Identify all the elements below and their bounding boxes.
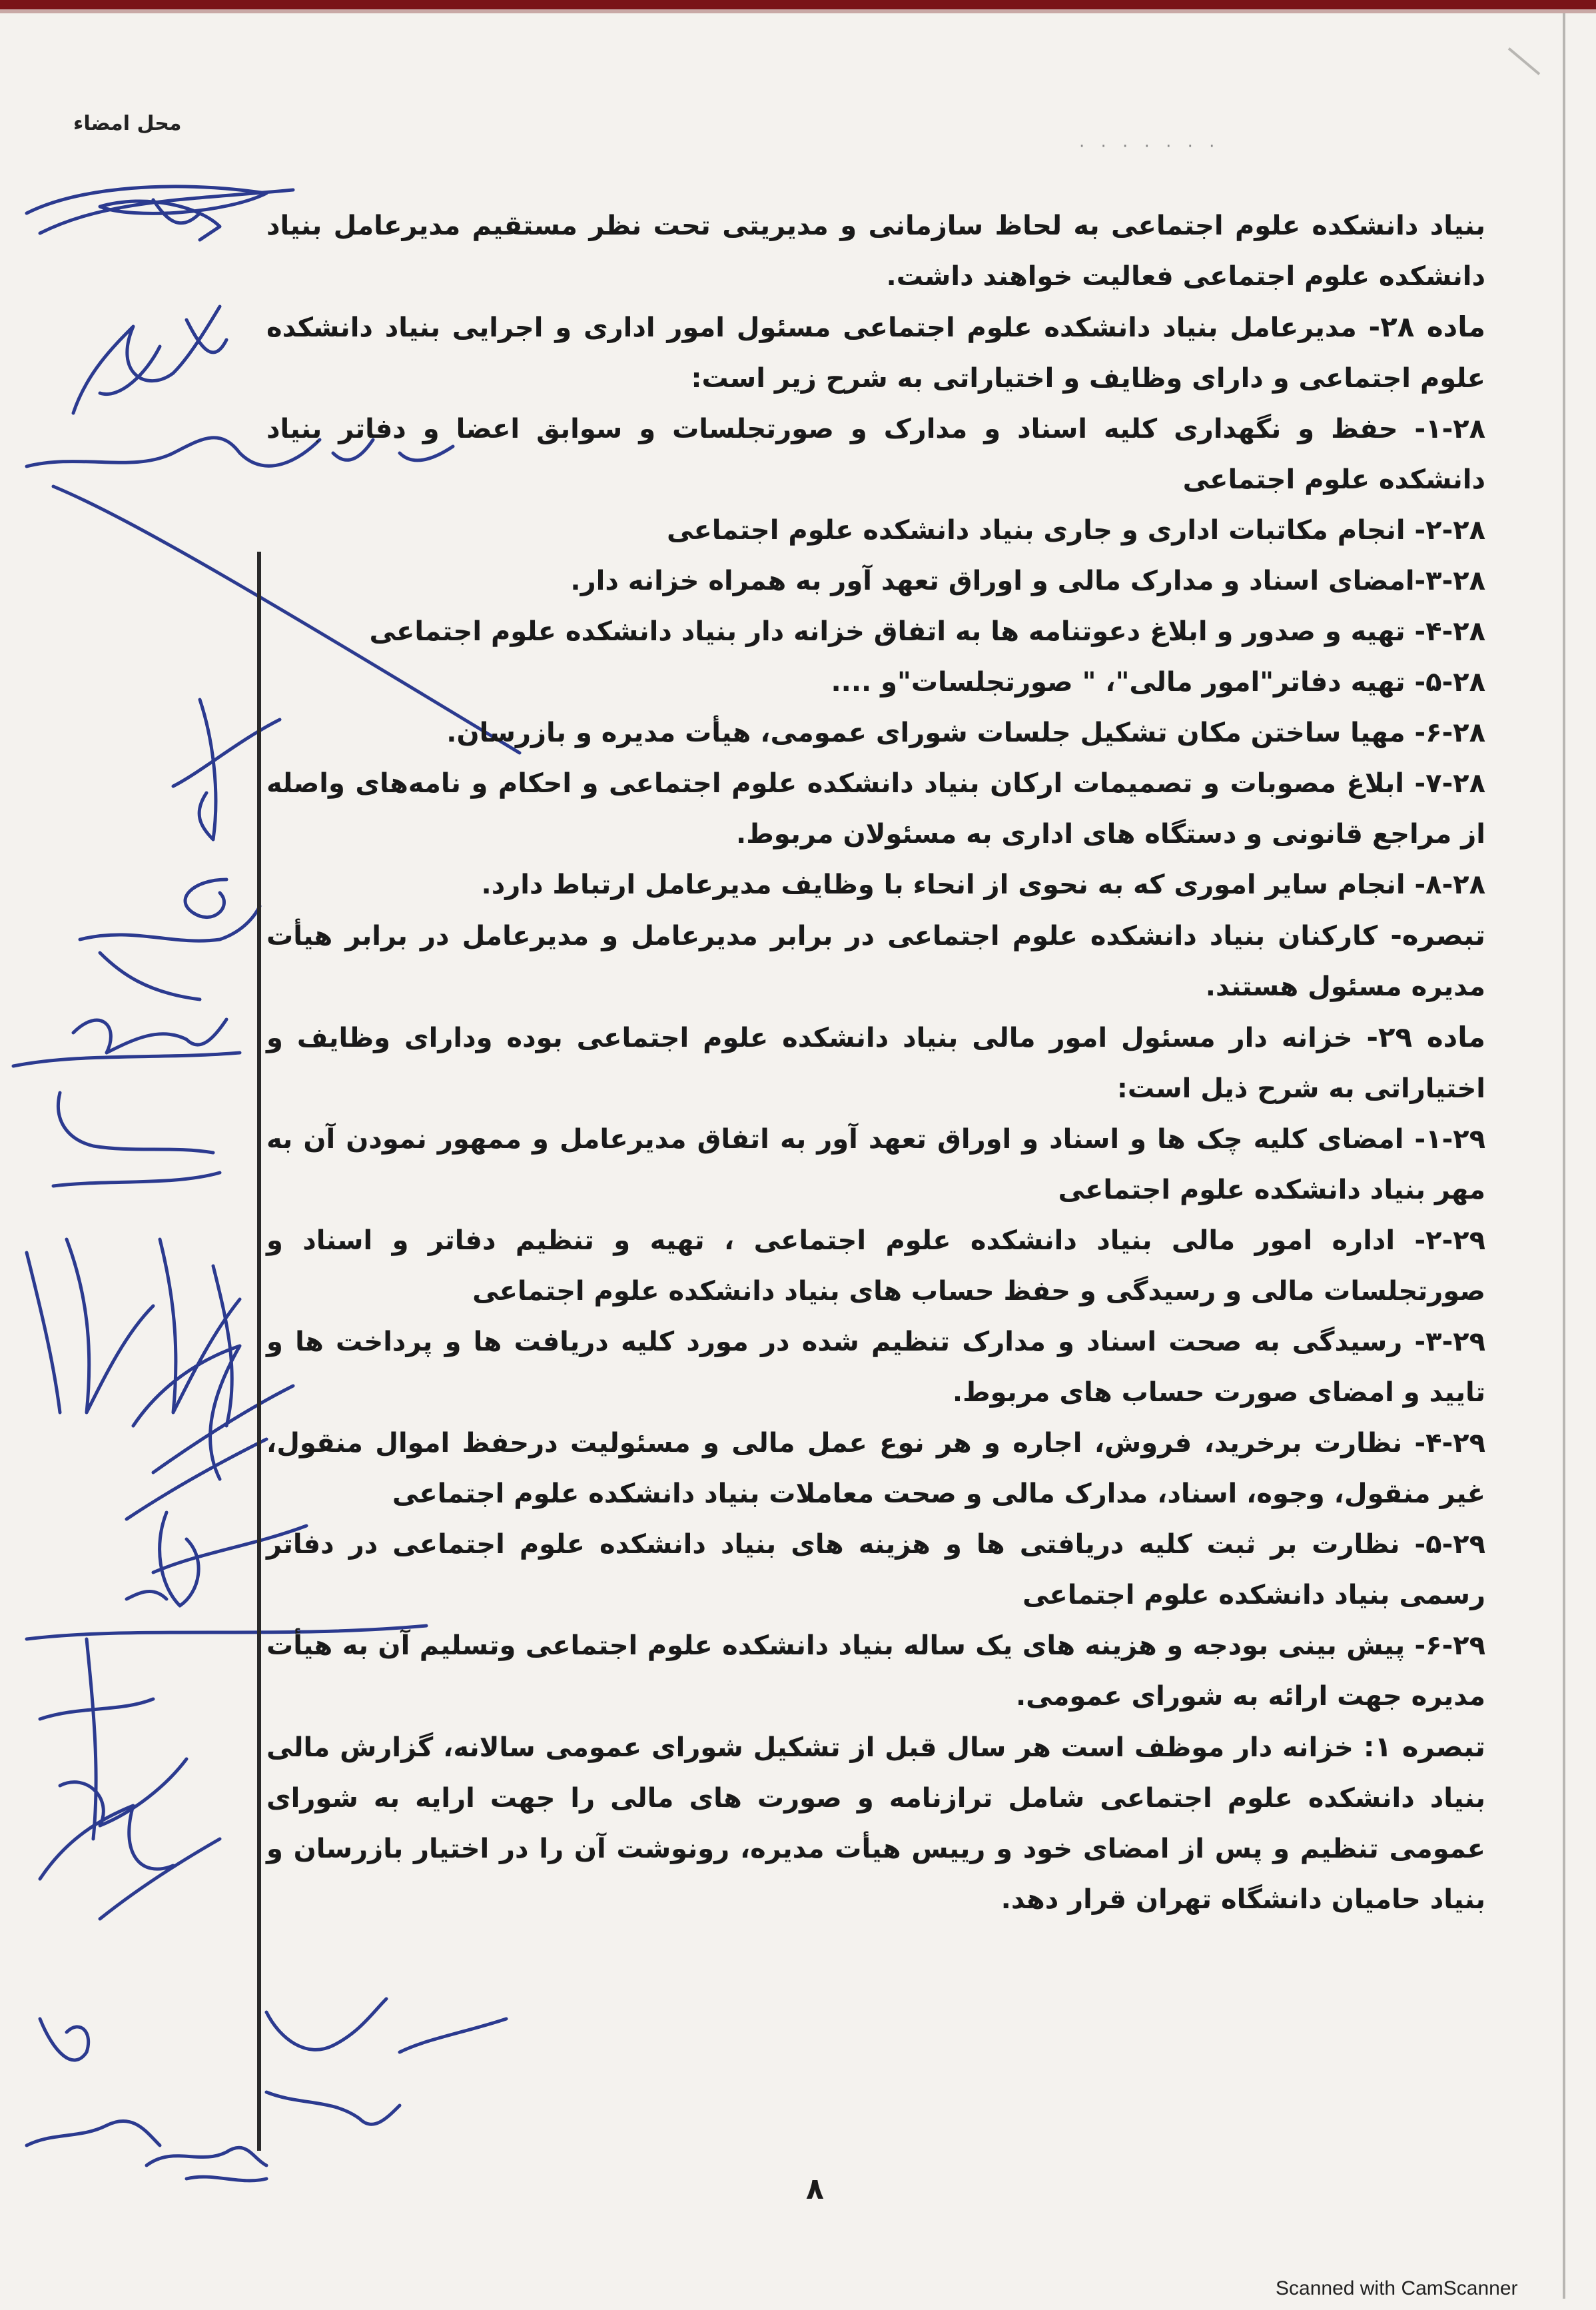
signature-13	[27, 2092, 400, 2181]
signature-7	[27, 1239, 240, 1426]
clause-28-5: ۵-۲۸- تهیه دفاتر"امور مالی"، " صورتجلسات"و ....	[831, 667, 1485, 698]
clause-29-1: ۱-۲۹- امضای کلیه چک ها و اسناد و اوراق تعهد آور به اتفاق مدیرعامل و ممهور نمودن آن به مهر بنیاد دانشکده علوم اجتماعی	[266, 1124, 1485, 1205]
clause-29-4: ۴-۲۹- نظارت برخرید، فروش، اجاره و هر نوع عمل مالی و مسئولیت درحفظ اموال منقول، غیر منقول، وجوه، اسناد، مدارک مالی و صحت معاملات بنیاد دانشکده علوم اجتماعی	[266, 1428, 1485, 1509]
clause-28-8: ۸-۲۸- انجام سایر اموری که به نحوی از انحاء با وظایف مدیرعامل ارتباط دارد.	[481, 869, 1485, 900]
clause-28-4: ۴-۲۸- تهیه و صدور و ابلاغ دعوتنامه ها به اتفاق خزانه دار بنیاد دانشکده علوم اجتماعی	[369, 616, 1485, 647]
note-28: تبصره- کارکنان بنیاد دانشکده علوم اجتماعی در برابر مدیرعامل و مدیرعامل در برابر هیأت مدیره مسئول هستند.	[266, 919, 1485, 1002]
top-border	[0, 0, 1596, 9]
top-border-shadow	[0, 9, 1596, 13]
article-28-heading: ماده ۲۸-	[1368, 310, 1486, 343]
article-29-heading: ماده ۲۹-	[1366, 1021, 1485, 1053]
signature-margin-line	[257, 552, 261, 2151]
signature-1	[27, 187, 293, 240]
signature-4	[173, 700, 280, 840]
signature-2	[73, 306, 226, 413]
page-number: ۸	[806, 2172, 824, 2206]
signature-area-label: محل امضاء	[73, 112, 182, 135]
signature-5	[80, 879, 260, 999]
note-28-heading: تبصره-	[1390, 919, 1485, 951]
header-dots: · · · · · · ·	[1079, 137, 1220, 157]
note-29-1: تبصره ۱: خزانه دار موظف است هر سال قبل از تشکیل شورای عمومی سالانه، گزارش مالی بنیاد دانشکده علوم اجتماعی شامل ترازنامه و صورت های مالی را جهت ارایه به شورای عمومی تنظیم و پس از امضای خود و رییس هیأت مدیره، رونوشت آن را در اختیار بازرسان و بنیاد حامیان دانشگاه تهران قرار دهد.	[266, 1730, 1486, 1915]
clause-28-7: ۷-۲۸- ابلاغ مصوبات و تصمیمات ارکان بنیاد دانشکده علوم اجتماعی و احکام و نامه‌های واصله از مراجع قانونی و دستگاه های اداری به مسئولان مربوط.	[266, 768, 1485, 850]
scanner-watermark: Scanned with CamScanner	[1276, 2277, 1518, 2299]
signature-12	[40, 1999, 506, 2060]
article-29: ماده ۲۹- خزانه دار مسئول امور مالی بنیاد دانشکده علوم اجتماعی بوده ودارای وظایف و اختیاراتی به شرح ذیل است:	[266, 1021, 1485, 1104]
clause-29-6: ۶-۲۹- پیش بینی بودجه و هزینه های یک ساله بنیاد دانشکده علوم اجتماعی وتسلیم آن به هیأت مدیره جهت ارائه به شورای عمومی.	[266, 1630, 1485, 1712]
clause-28-2: ۲-۲۸- انجام مکاتبات اداری و جاری بنیاد دانشکده علوم اجتماعی	[666, 515, 1485, 546]
clause-28-3: ۳-۲۸-امضای اسناد و مدارک مالی و اوراق تعهد آور به همراه خزانه دار.	[570, 566, 1485, 596]
paragraph-intro: بنیاد دانشکده علوم اجتماعی به لحاظ سازمانی و مدیریتی تحت نظر مستقیم مدیرعامل بنیاد دانشکده علوم اجتماعی فعالیت خواهند داشت.	[266, 211, 1485, 292]
signature-6	[13, 1019, 240, 1186]
clause-28-1: ۱-۲۸- حفظ و نگهداری کلیه اسناد و مدارک و صورتجلسات و سوابق اعضا و دفاتر بنیاد دانشکده علوم اجتماعی	[266, 414, 1485, 495]
clause-29-3: ۳-۲۹- رسیدگی به صحت اسناد و مدارک تنظیم شده در مورد کلیه دریافت ها و پرداخت ها و تایید و امضای صورت حساب های مربوط.	[266, 1327, 1485, 1408]
note-29-1-heading: تبصره ۱:	[1363, 1730, 1486, 1763]
clause-29-5: ۵-۲۹- نظارت بر ثبت کلیه دریافتی ها و هزینه های بنیاد دانشکده علوم اجتماعی در دفاتر رسمی بنیاد دانشکده علوم اجتماعی	[266, 1529, 1485, 1610]
signature-11	[40, 1759, 220, 1919]
article-28: ماده ۲۸- مدیرعامل بنیاد دانشکده علوم اجتماعی مسئول امور اداری و اجرایی بنیاد دانشکده علوم اجتماعی و دارای وظایف و اختیاراتی به شرح زیر است:	[266, 310, 1486, 394]
clause-28-6: ۶-۲۸- مهیا ساختن مکان تشکیل جلسات شورای عمومی، هیأت مدیره و بازرسان.	[446, 718, 1485, 748]
page-corner-fold	[1508, 47, 1541, 75]
clause-29-2: ۲-۲۹- اداره امور مالی بنیاد دانشکده علوم اجتماعی ، تهیه و تنظیم دفاتر و اسناد و صورتجلسات مالی و رسیدگی و حفظ حساب های بنیاد دانشکده علوم اجتماعی	[266, 1225, 1485, 1307]
page-edge-line	[1563, 13, 1565, 2299]
document-body	[266, 200, 1485, 1925]
